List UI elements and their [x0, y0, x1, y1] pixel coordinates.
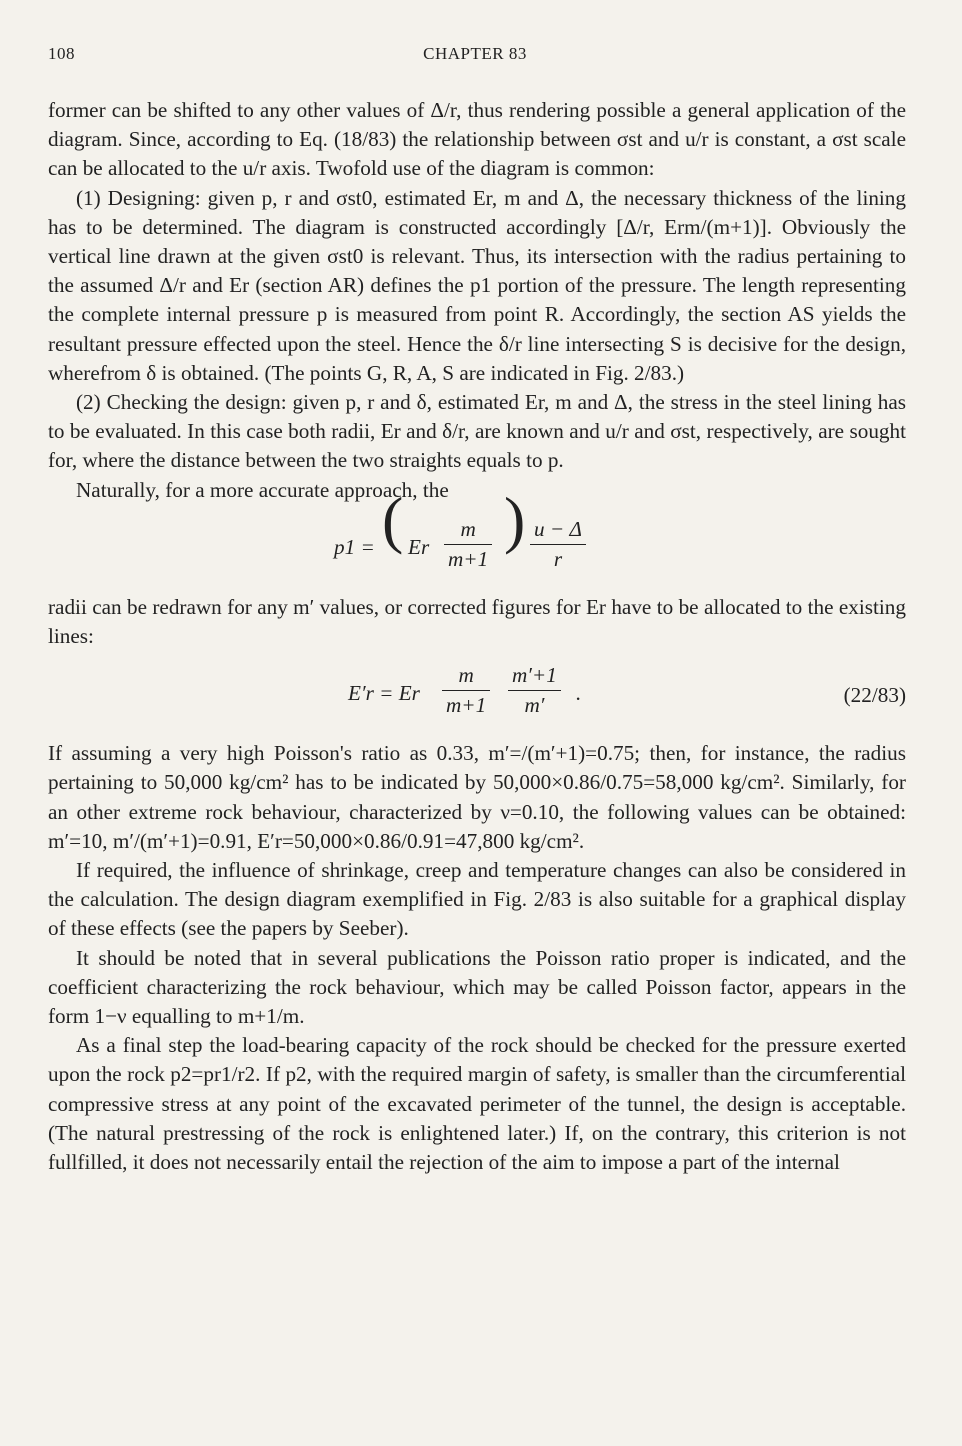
formula-22-83	[48, 655, 906, 735]
chapter-heading: CHAPTER 83	[423, 44, 527, 63]
denominator: m′	[508, 690, 561, 720]
paragraph: former can be shifted to any other values of Δ/r, thus rendering possible a general application of the diagram. Since, according to Eq. (18/83) the relationship between σst and u/r is constant, a σst scale can be allocated to the u/r axis. Twofold use of the diagram is common:	[48, 98, 906, 181]
fraction	[442, 661, 490, 720]
fraction	[444, 515, 492, 574]
paren-right: )	[504, 483, 526, 555]
fraction	[508, 661, 561, 720]
paren-left: (	[382, 483, 404, 555]
paragraph-designing: (1) Designing: given p, r and σst0, estimated Er, m and Δ, the necessary thickness of the lining has to be determined. The diagram is constructed accordingly [Δ/r, Erm/(m+1)]. Obviously the vertical line drawn at the given σst0 is relevant. Thus, its intersection with the radius pertaining to the assumed Δ/r and Er (section AR) defines the p1 portion of the pressure. The length representing the complete internal pressure p is measured from point R. Accordingly, the section AS yields the resultant pressure effected upon the steel. Hence the δ/r line intersecting S is decisive for the design, wherefrom δ is obtained. (The points G, R, A, S are indicated in Fig. 2/83.)	[48, 185, 906, 385]
paragraph: radii can be redrawn for any m′ values, or corrected figures for Er have to be allocated to the existing lines:	[48, 594, 906, 649]
denominator: m+1	[442, 690, 490, 720]
paragraph: If assuming a very high Poisson's ratio as 0.33, m′=/(m′+1)=0.75; then, for instance, the radius pertaining to 50,000 kg/cm² has to be indicated by 50,000×0.86/0.75=58,000 kg/cm². Similarly, for an other extreme rock behaviour, characterized by ν=0.10, the following values can be obtained: m′=10, m′/(m′+1)=0.91, E′r=50,000×0.86/0.91=47,800 kg/cm².	[48, 741, 906, 853]
denominator: m+1	[444, 544, 492, 574]
equation-number: (22/83)	[843, 683, 906, 708]
formula-factor: Er	[408, 534, 430, 559]
formula-lhs: p1 =	[334, 534, 375, 559]
formula-period: .	[576, 681, 582, 706]
numerator: m′+1	[512, 663, 557, 688]
numerator: u − Δ	[534, 516, 582, 541]
paragraph: It should be noted that in several publications the Poisson ratio proper is indicated, and the coefficient characterizing the rock behaviour, which may be called Poisson factor, appears in the form 1−ν equalling to m+1/m.	[48, 945, 906, 1029]
body-text	[48, 96, 906, 1177]
numerator: m	[460, 516, 476, 541]
paragraph: If required, the influence of shrinkage, creep and temperature changes can also be considered in the calculation. The design diagram exemplified in Fig. 2/83 is also suitable for a graphical display of these effects (see the papers by Seeber).	[48, 858, 906, 941]
formula-lhs: E′r = Er	[348, 681, 420, 706]
paragraph: As a final step the load-bearing capacity of the rock should be checked for the pressure exerted upon the rock p2=pr1/r2. If p2, with the required margin of safety, is smaller than the circumferential compressive stress at any point of the excavated perimeter of the tunnel, the design is acceptable. (The natural prestressing of the rock is enlightened later.) If, on the contrary, this criterion is not fullfilled, it does not necessarily entail the rejection of the aim to impose a part of the internal	[48, 1033, 906, 1175]
paragraph-checking: (2) Checking the design: given p, r and δ, estimated Er, m and Δ, the stress in the steel lining has to be evaluated. In this case both radii, Er and δ/r, are known and u/r and σst, respectively, are sought for, where the distance between the two straights equals to p.	[48, 390, 906, 473]
page-number: 108	[48, 44, 75, 63]
denominator: r	[530, 544, 586, 574]
fraction	[530, 515, 586, 574]
numerator: m	[458, 663, 474, 688]
paragraph: Naturally, for a more accurate approach, the	[76, 477, 449, 502]
